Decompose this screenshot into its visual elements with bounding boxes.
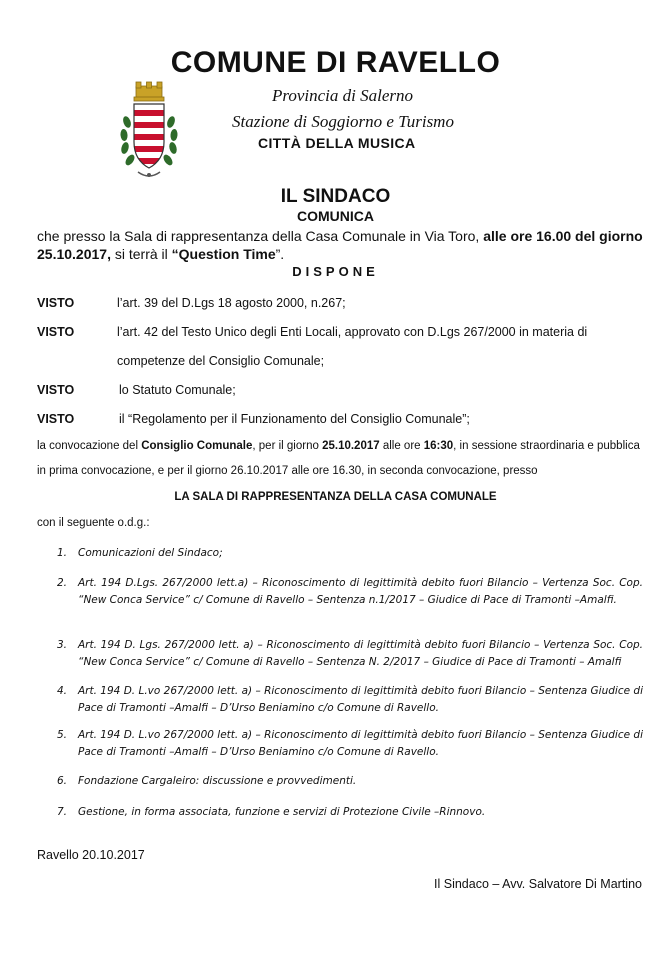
convocazione-text: , per il giorno (252, 440, 323, 452)
agenda-item (57, 804, 643, 821)
dispone-heading: DISPONE (292, 264, 379, 279)
convocazione-date: 25.10.2017 (322, 440, 380, 452)
intro-date-time: alle ore 16.00 del giorno 25.10.2017, (37, 228, 643, 262)
visto-label: VISTO (37, 325, 75, 339)
agenda-text: Art. 194 D.Lgs. 267/2000 lett.a) – Riconoscimento di legittimità debito fuori Bilancio – Vertenza Soc. Cop. “New Conca Service” c/ Comune di Ravello – Sentenza n.1/2017 – Giudice di Pace di Tramonti –Amalfi. (78, 577, 643, 606)
agenda-number: 4. (57, 685, 68, 697)
convocazione-line: in prima convocazione, e per il giorno 26.10.2017 alle ore 16.30, in seconda convocazione, presso (37, 465, 538, 477)
coat-of-arms-emblem (118, 80, 180, 184)
sindaco-heading: IL SINDACO (280, 186, 391, 207)
convocazione-text: la convocazione del (37, 440, 142, 452)
visto-text: il “Regolamento per il Funzionamento del Consiglio Comunale”; (119, 412, 470, 426)
visto-label: VISTO (37, 383, 75, 397)
agenda-text: Fondazione Cargaleiro: discussione e provvedimenti. (78, 775, 357, 787)
municipality-title: COMUNE DI RAVELLO (170, 46, 501, 79)
convocazione-line (37, 440, 640, 452)
place-date: Ravello 20.10.2017 (37, 848, 145, 862)
agenda-item (57, 545, 643, 562)
agenda-number: 6. (57, 775, 68, 787)
agenda-number: 1. (57, 547, 68, 559)
agenda-item (57, 683, 643, 717)
convocazione-text: , in sessione straordinaria e pubblica (453, 440, 640, 452)
convocazione-organ: Consiglio Comunale (141, 440, 253, 452)
agenda-item (57, 637, 643, 671)
agenda-number: 3. (57, 639, 68, 651)
agenda-text: Gestione, in forma associata, funzione e servizi di Protezione Civile –Rinnovo. (78, 806, 486, 818)
intro-event-name: “Question Time (171, 246, 276, 262)
visto-text: lo Statuto Comunale; (119, 383, 236, 397)
agenda-item (57, 773, 643, 790)
agenda-item (57, 727, 643, 761)
comunica-heading: COMUNICA (297, 208, 374, 224)
intro-paragraph (37, 227, 657, 263)
agenda-text: Comunicazioni del Sindaco; (78, 547, 223, 559)
intro-text: che presso la Sala di rappresentanza della Casa Comunale in Via Toro, (37, 228, 484, 244)
agenda-text: Art. 194 D. L.vo 267/2000 lett. a) – Riconoscimento di legittimità debito fuori Bilancio – Sentenza Giudice di Pace di Tramonti –Amalfi – D’Urso Beniamino c/o Comune di Ravello. (78, 685, 643, 714)
visto-label: VISTO (37, 296, 75, 310)
citta-subtitle: CITTÀ DELLA MUSICA (258, 135, 416, 151)
agenda-item (57, 575, 643, 609)
sala-heading: LA SALA DI RAPPRESENTANZA DELLA CASA COMUNALE (174, 491, 497, 503)
visto-text: l’art. 39 del D.Lgs 18 agosto 2000, n.267; (117, 296, 346, 310)
agenda-number: 7. (57, 806, 68, 818)
signature-line: Il Sindaco – Avv. Salvatore Di Martino (434, 877, 642, 891)
visto-text: competenze del Consiglio Comunale; (117, 354, 325, 368)
visto-text: l’art. 42 del Testo Unico degli Enti Locali, approvato con D.Lgs 267/2000 in materia di (117, 325, 588, 339)
intro-text: si terrà il (110, 246, 172, 262)
agenda-number: 2. (57, 577, 68, 589)
convocazione-text: alle ore (379, 440, 424, 452)
agenda-number: 5. (57, 729, 68, 741)
agenda-text: Art. 194 D. L.vo 267/2000 lett. a) – Riconoscimento di legittimità debito fuori Bilancio – Sentenza Giudice di Pace di Tramonti –Amalfi – D’Urso Beniamino c/o Comune di Ravello. (78, 729, 643, 758)
intro-text: ”. (275, 246, 285, 262)
convocazione-time: 16:30 (423, 440, 454, 452)
visto-label: VISTO (37, 412, 75, 426)
odg-intro: con il seguente o.d.g.: (37, 517, 150, 529)
agenda-text: Art. 194 D. Lgs. 267/2000 lett. a) – Riconoscimento di legittimità debito fuori Bilancio – Vertenza Soc. Cop. “New Conca Service” c/ Comune di Ravello – Sentenza N. 2/2017 – Giudice di Pace di Tramonti – Amalfi (78, 639, 643, 668)
stazione-subtitle: Stazione di Soggiorno e Turismo (232, 112, 454, 131)
provincia-subtitle: Provincia di Salerno (272, 86, 414, 105)
